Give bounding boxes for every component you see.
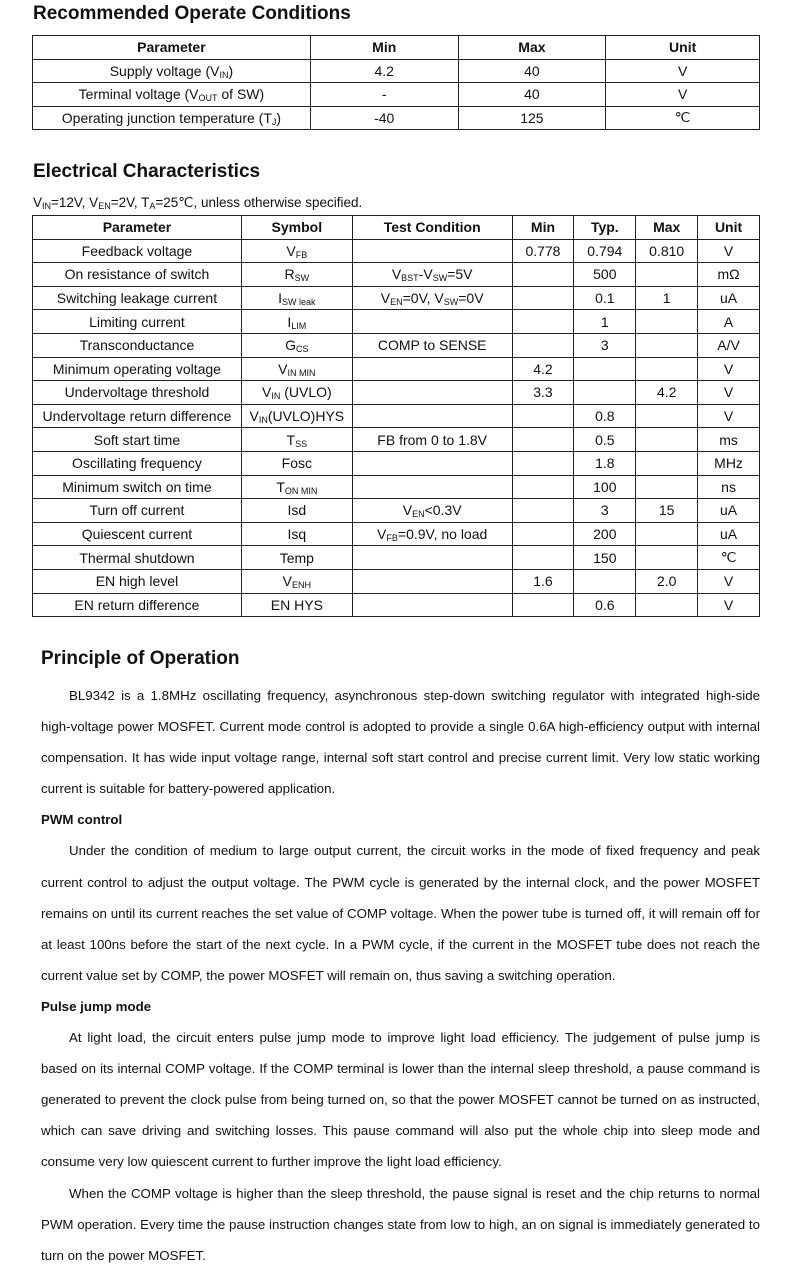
header-cell: Max [458, 36, 606, 60]
unit-cell: V [698, 569, 760, 593]
symbol-cell: Fosc [241, 451, 352, 475]
unit-cell: A/V [698, 333, 760, 357]
min-cell: 1.6 [512, 569, 574, 593]
typ-cell: 0.8 [574, 404, 636, 428]
typ-cell: 3 [574, 333, 636, 357]
max-cell [636, 333, 698, 357]
pwm-paragraph: Under the condition of medium to large output current, the circuit works in the mode of fixed frequency and peak current control to adjust the output voltage. The PWM cycle is generated by the internal clock, and the power MOSFET remains on until its current reaches the set value of COMP voltage. When the power tube is turned off, it will remain off for at least 100ns before the start of the next cycle. In a PWM cycle, if the current in the MOSFET tube does not reach the current value set by COMP, the power MOSFET will remain on, thus saving a switching operation. [41, 843, 760, 983]
unit-cell: uA [698, 286, 760, 310]
parameter-cell: EN high level [33, 569, 242, 593]
min-cell: 4.2 [512, 357, 574, 381]
recommended-conditions-table [32, 35, 760, 130]
test-conditions-note: $V_{IN}=12V$, $V_{EN}=2V$, $T_A=25℃$, unless otherwise specified. [33, 195, 363, 211]
table-row [33, 475, 760, 499]
table-row [33, 83, 760, 107]
typ-cell: 100 [574, 475, 636, 499]
test-condition-cell [352, 569, 512, 593]
test-condition-cell [352, 239, 512, 263]
table-row [33, 239, 760, 263]
parameter-cell: On resistance of switch [33, 263, 242, 287]
header-cell: Max [636, 216, 698, 240]
table-row [33, 263, 760, 287]
test-condition-cell: COMP to SENSE [352, 333, 512, 357]
table-row [33, 546, 760, 570]
symbol-cell: $R_{SW}$ [241, 263, 352, 287]
min-cell [512, 263, 574, 287]
test-condition-cell [352, 593, 512, 617]
min-cell [512, 522, 574, 546]
header-cell: Unit [606, 36, 760, 60]
parameter-cell: Terminal voltage ($V_{OUT}$ of SW) [33, 83, 311, 107]
unit-cell: V [606, 83, 760, 107]
test-condition-cell [352, 357, 512, 381]
unit-cell: ms [698, 428, 760, 452]
parameter-cell: Undervoltage return difference [33, 404, 242, 428]
test-condition-cell [352, 310, 512, 334]
typ-cell [574, 357, 636, 381]
header-cell: Unit [698, 216, 760, 240]
typ-cell [574, 569, 636, 593]
typ-cell: 1 [574, 310, 636, 334]
min-cell [512, 546, 574, 570]
poo-title: Principle of Operation [41, 648, 240, 669]
header-cell: Min [310, 36, 458, 60]
max-cell [636, 475, 698, 499]
unit-cell: uA [698, 499, 760, 523]
parameter-cell: Supply voltage $(V_{IN})$ [33, 59, 311, 83]
symbol-cell: Isq [241, 522, 352, 546]
unit-cell: ℃ [698, 546, 760, 570]
min-cell: - [310, 83, 458, 107]
symbol-cell: $G_{CS}$ [241, 333, 352, 357]
typ-cell [574, 381, 636, 405]
unit-cell: V [606, 59, 760, 83]
symbol-cell: $T_{ON MIN}$ [241, 475, 352, 499]
typ-cell: 150 [574, 546, 636, 570]
min-cell [512, 593, 574, 617]
typ-cell: 1.8 [574, 451, 636, 475]
min-cell [512, 333, 574, 357]
table-row [33, 286, 760, 310]
table-row [33, 357, 760, 381]
max-cell: 1 [636, 286, 698, 310]
principle-body [41, 680, 760, 1271]
test-condition-cell: $V_{BST}-V_{SW}=5V$ [352, 263, 512, 287]
parameter-cell: Feedback voltage [33, 239, 242, 263]
parameter-cell: Turn off current [33, 499, 242, 523]
min-cell: 0.778 [512, 239, 574, 263]
typ-cell: 200 [574, 522, 636, 546]
pulse-heading: Pulse jump mode [41, 998, 152, 1014]
table-header-row [33, 36, 760, 60]
header-cell: Symbol [241, 216, 352, 240]
min-cell [512, 404, 574, 428]
symbol-cell: Isd [241, 499, 352, 523]
unit-cell: V [698, 404, 760, 428]
table-row [33, 569, 760, 593]
max-cell [636, 404, 698, 428]
test-condition-cell [352, 475, 512, 499]
max-cell: 0.810 [636, 239, 698, 263]
typ-cell: 500 [574, 263, 636, 287]
symbol-cell: $V_{IN}(UVLO)HYS$ [241, 404, 352, 428]
unit-cell: ℃ [606, 106, 760, 130]
pwm-heading: PWM control [41, 812, 123, 828]
pulse-paragraph-2: When the COMP voltage is higher than the sleep threshold, the pause signal is reset and the chip returns to normal PWM operation. Every time the pause instruction changes state from low to high, an on signal is immediately generated to turn on the power MOSFET. [41, 1185, 760, 1263]
header-cell: Typ. [574, 216, 636, 240]
header-cell: Test Condition [352, 216, 512, 240]
roc-title: Recommended Operate Conditions [33, 3, 351, 24]
min-cell [512, 428, 574, 452]
max-cell: 40 [458, 59, 606, 83]
min-cell [512, 451, 574, 475]
max-cell [636, 357, 698, 381]
parameter-cell: Soft start time [33, 428, 242, 452]
table-row [33, 106, 760, 130]
parameter-cell: Minimum operating voltage [33, 357, 242, 381]
parameter-cell: Transconductance [33, 333, 242, 357]
test-condition-cell [352, 381, 512, 405]
unit-cell: uA [698, 522, 760, 546]
min-cell [512, 286, 574, 310]
test-condition-cell [352, 451, 512, 475]
table-row [33, 381, 760, 405]
unit-cell: ns [698, 475, 760, 499]
test-condition-cell: $V_{FB}=0.9V$, no load [352, 522, 512, 546]
parameter-cell: Operating junction temperature $(T_J)$ [33, 106, 311, 130]
parameter-cell: EN return difference [33, 593, 242, 617]
symbol-cell: $V_{IN MIN}$ [241, 357, 352, 381]
max-cell: 2.0 [636, 569, 698, 593]
test-condition-cell: $V_{EN}<0.3V$ [352, 499, 512, 523]
test-condition-cell: FB from 0 to 1.8V [352, 428, 512, 452]
symbol-cell: $V_{ENH}$ [241, 569, 352, 593]
unit-cell: mΩ [698, 263, 760, 287]
min-cell: 4.2 [310, 59, 458, 83]
typ-cell: 0.1 [574, 286, 636, 310]
max-cell [636, 310, 698, 334]
ec-title: Electrical Characteristics [33, 161, 261, 182]
header-cell: Parameter [33, 216, 242, 240]
test-condition-cell: $V_{EN}=0V$, $V_{SW}=0V$ [352, 286, 512, 310]
test-condition-cell [352, 404, 512, 428]
unit-cell: V [698, 357, 760, 381]
symbol-cell: $I_{SW leak}$ [241, 286, 352, 310]
max-cell [636, 451, 698, 475]
symbol-cell: EN HYS [241, 593, 352, 617]
table-row [33, 593, 760, 617]
typ-cell: 3 [574, 499, 636, 523]
symbol-cell: $V_{IN}$ (UVLO) [241, 381, 352, 405]
test-condition-cell [352, 546, 512, 570]
min-cell [512, 475, 574, 499]
max-cell [636, 428, 698, 452]
parameter-cell: Switching leakage current [33, 286, 242, 310]
table-row [33, 59, 760, 83]
unit-cell: V [698, 593, 760, 617]
parameter-cell: Quiescent current [33, 522, 242, 546]
min-cell [512, 499, 574, 523]
max-cell [636, 546, 698, 570]
pulse-paragraph-1: At light load, the circuit enters pulse jump mode to improve light load efficiency. The judgement of pulse jump is based on its internal COMP voltage. If the COMP terminal is lower than the internal sleep threshold, a pause command is generated to prevent the clock pulse from being turned on, so that the power MOSFET cannot be turned on as instructed, which can save driving and switching losses. This pause command will also put the whole chip into sleep mode and consume very low quiescent current to further improve the light load efficiency. [41, 1030, 760, 1170]
typ-cell: 0.794 [574, 239, 636, 263]
typ-cell: 0.5 [574, 428, 636, 452]
max-cell [636, 263, 698, 287]
table-row [33, 451, 760, 475]
electrical-characteristics-table [32, 215, 760, 617]
max-cell [636, 522, 698, 546]
min-cell: 3.3 [512, 381, 574, 405]
max-cell: 15 [636, 499, 698, 523]
header-cell: Parameter [33, 36, 311, 60]
unit-cell: V [698, 239, 760, 263]
max-cell [636, 593, 698, 617]
unit-cell: V [698, 381, 760, 405]
min-cell: -40 [310, 106, 458, 130]
typ-cell: 0.6 [574, 593, 636, 617]
intro-paragraph: BL9342 is a 1.8MHz oscillating frequency, asynchronous step-down switching regulator with integrated high-side high-voltage power MOSFET. Current mode control is adopted to provide a single 0.6A high-efficiency output with internal compensation. It has wide input voltage range, internal soft start control and precise current limit. Very low static working current is suitable for battery-powered application. [41, 688, 760, 797]
min-cell [512, 310, 574, 334]
symbol-cell: $V_{FB}$ [241, 239, 352, 263]
table-row [33, 522, 760, 546]
table-row [33, 428, 760, 452]
table-row [33, 333, 760, 357]
symbol-cell: $I_{LIM}$ [241, 310, 352, 334]
unit-cell: A [698, 310, 760, 334]
table-row [33, 404, 760, 428]
parameter-cell: Oscillating frequency [33, 451, 242, 475]
table-header-row [33, 216, 760, 240]
max-cell: 125 [458, 106, 606, 130]
max-cell: 40 [458, 83, 606, 107]
table-row [33, 499, 760, 523]
parameter-cell: Minimum switch on time [33, 475, 242, 499]
symbol-cell: $T_{SS}$ [241, 428, 352, 452]
header-cell: Min [512, 216, 574, 240]
symbol-cell: Temp [241, 546, 352, 570]
parameter-cell: Thermal shutdown [33, 546, 242, 570]
table-row [33, 310, 760, 334]
parameter-cell: Limiting current [33, 310, 242, 334]
parameter-cell: Undervoltage threshold [33, 381, 242, 405]
max-cell: 4.2 [636, 381, 698, 405]
unit-cell: MHz [698, 451, 760, 475]
